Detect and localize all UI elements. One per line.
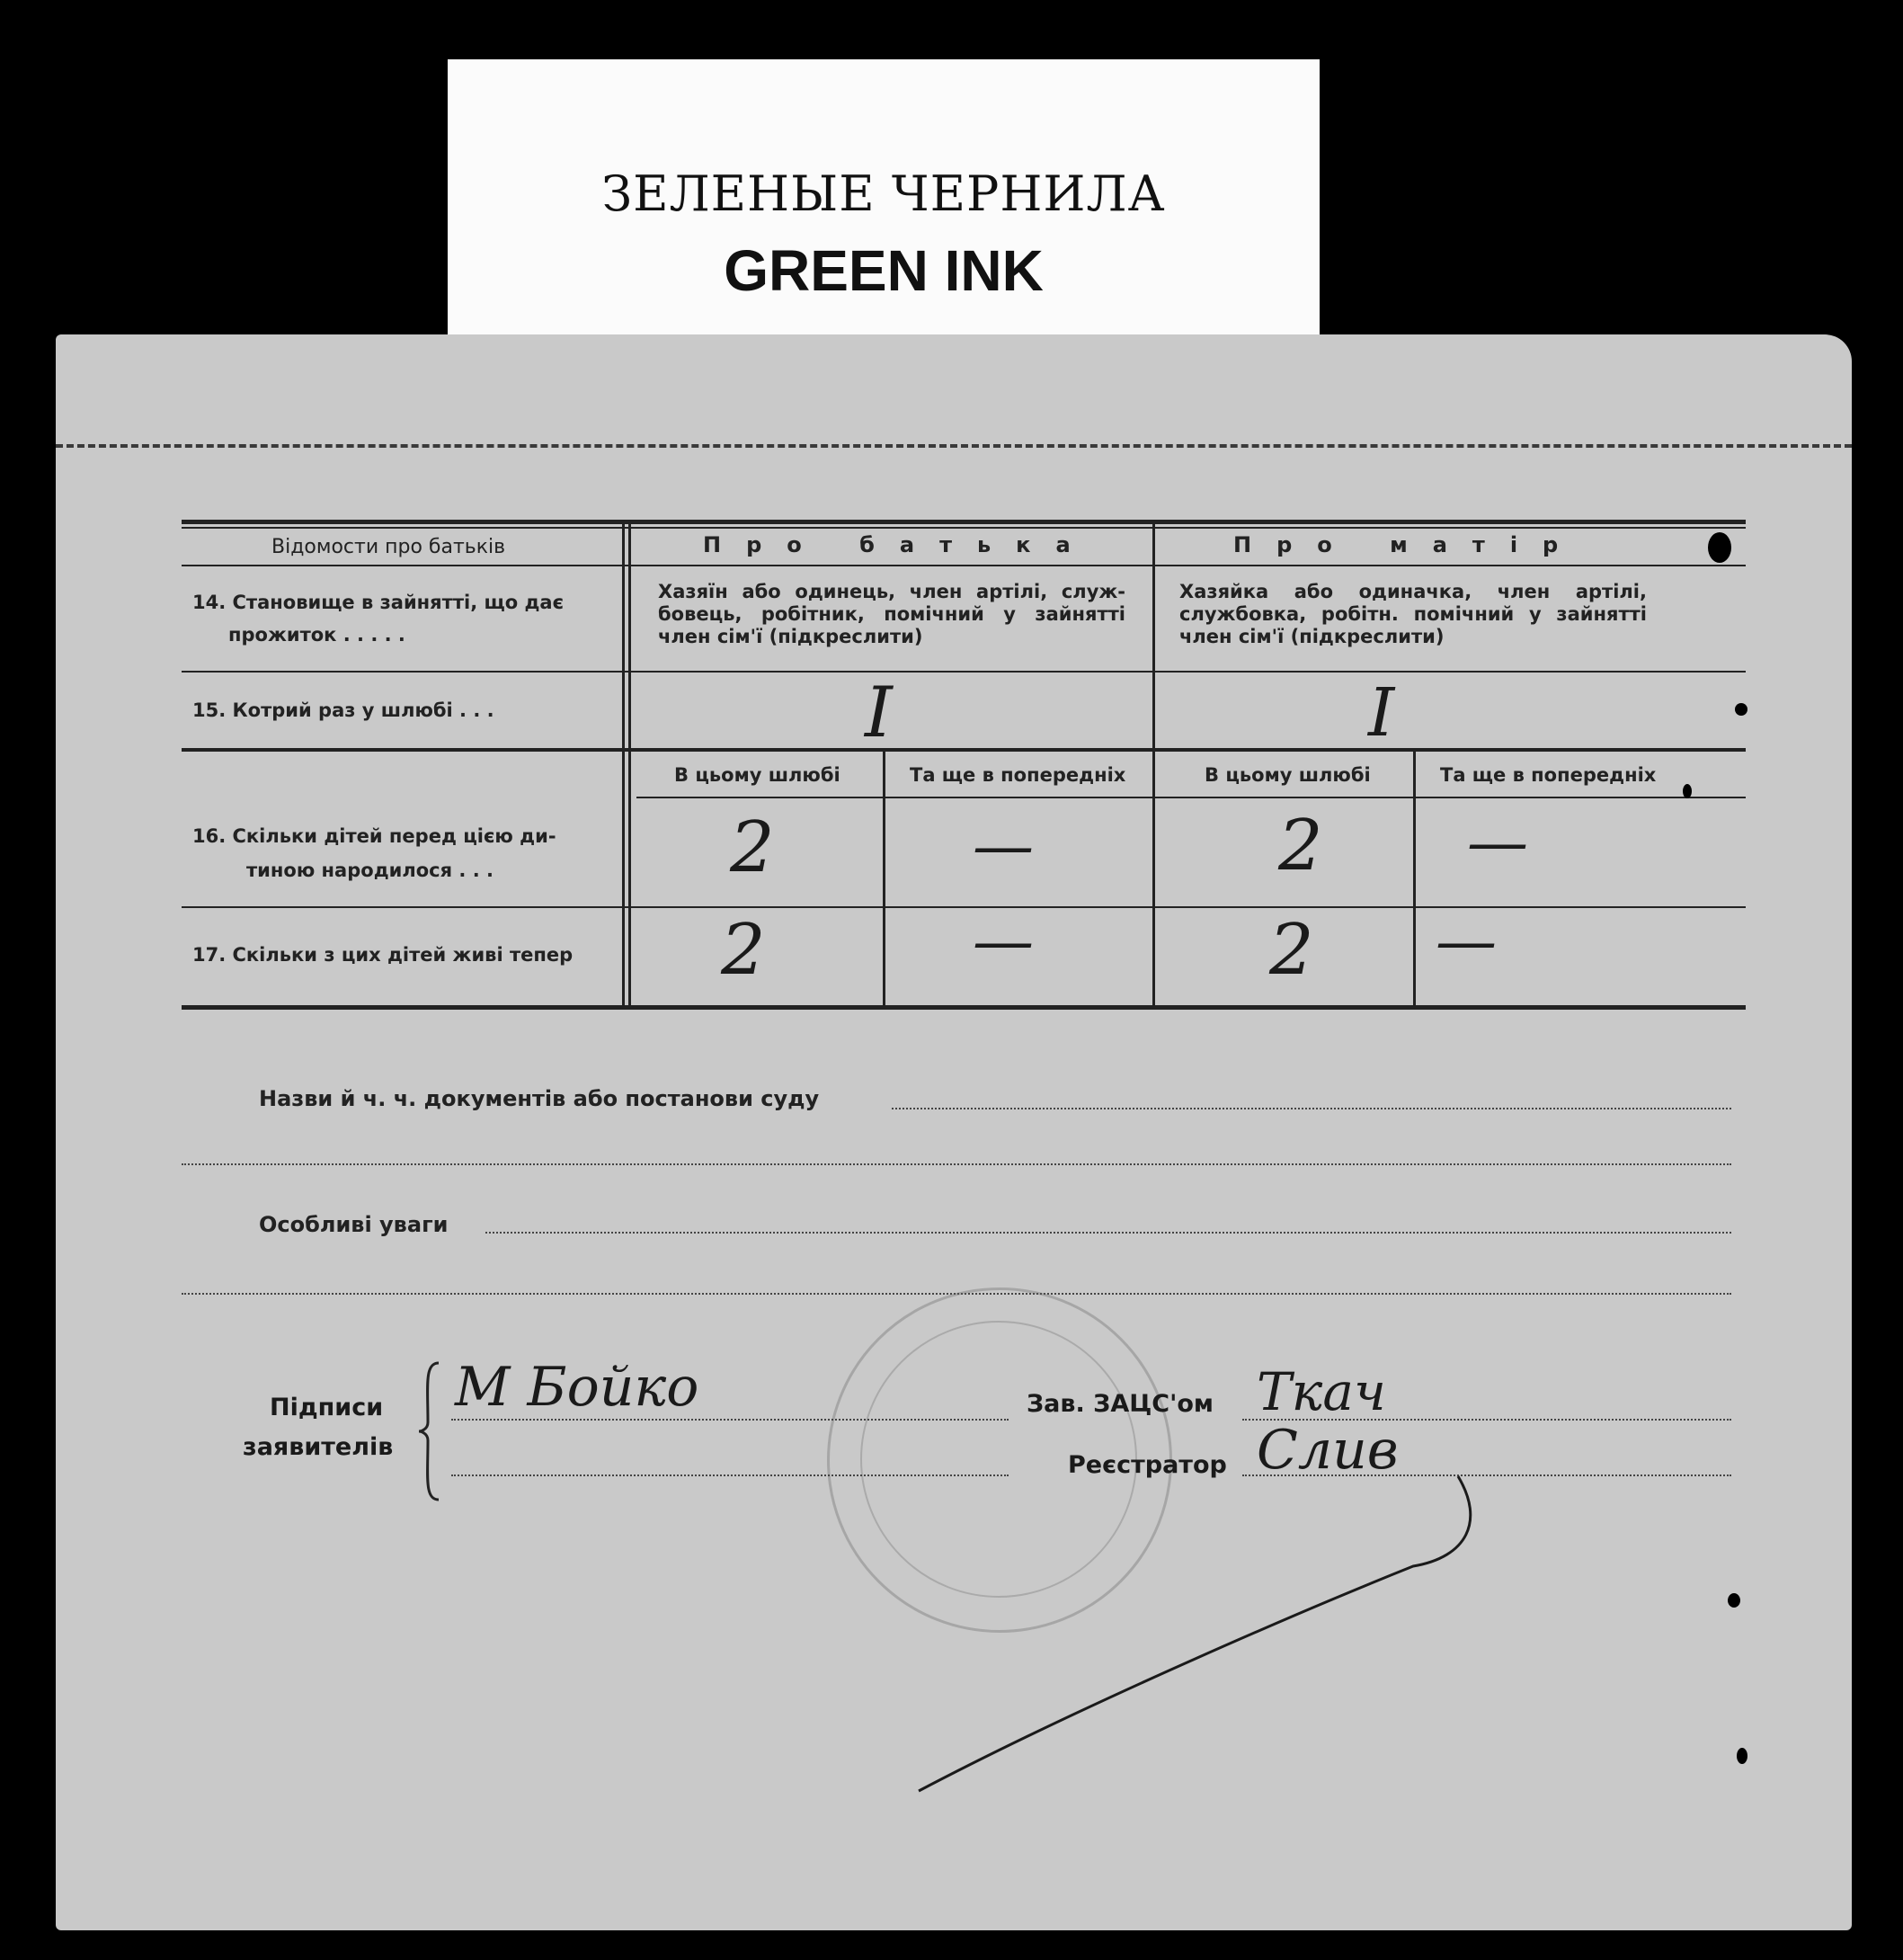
row14-father-options: Хазяїн або одинець, член артілі, служ- бовець, робітник, помічний у зайнятті член сім'ї (підкреслити) <box>658 581 1125 647</box>
applicant-signature: М Бойко <box>455 1356 699 1419</box>
row14-mother-options: Хазяйка або одиначка, член артілі, службовка, робітн. помічний у зайнятті член сім'ї (підкреслити) <box>1179 581 1647 647</box>
punch-hole <box>1735 703 1747 716</box>
father-mother-divider <box>1152 520 1155 1005</box>
applicants-brace <box>415 1359 442 1503</box>
row16-divider <box>182 906 1746 908</box>
documents-line-2 <box>182 1163 1731 1165</box>
header-col-label: Відомости про батьків <box>271 536 506 558</box>
perforation-line <box>56 444 1852 448</box>
table-top-rule-thin <box>182 527 1746 529</box>
head-signature: Ткач <box>1257 1361 1386 1422</box>
tag-english-text: GREEN INK <box>724 238 1044 303</box>
applicants-label-line1: Підписи <box>270 1394 384 1421</box>
remarks-label: Особливі уваги <box>259 1212 449 1237</box>
label-col-divider-2 <box>628 520 631 1005</box>
row15-label: 15. Котрий раз у шлюбі . . . <box>192 699 494 721</box>
row16-label-line2: тиною народилося . . . <box>246 860 494 881</box>
row16-label-line1: 16. Скільки дітей перед цією ди- <box>192 825 556 847</box>
row15-father-value: I <box>865 673 893 753</box>
table-top-rule <box>182 520 1746 524</box>
row16-mother-this: 2 <box>1278 806 1323 886</box>
documents-label: Назви й ч. ч. документів або постанови суду <box>259 1086 820 1111</box>
punch-hole <box>1728 1593 1740 1608</box>
row16-mother-prev: — <box>1467 807 1528 878</box>
registrar-signature: Слив <box>1257 1419 1399 1482</box>
row16-father-prev: — <box>973 811 1034 882</box>
father-subcol-divider <box>883 752 885 1005</box>
row14-label-line2: прожиток . . . . . <box>228 624 405 646</box>
row16-father-this: 2 <box>730 807 775 888</box>
header-father: Про батька <box>703 532 1096 557</box>
ink-color-tag <box>448 59 1320 347</box>
mother-subcol-divider <box>1413 752 1416 1005</box>
tag-russian-text: ЗЕЛЕНЫЕ ЧЕРНИЛА <box>601 165 1166 222</box>
applicant-sign-line-1 <box>451 1419 1009 1421</box>
father-subheader-prev: Та ще в попередніх <box>910 764 1126 786</box>
table-bottom-rule <box>182 1005 1746 1010</box>
row14-label-line1: 14. Становище в зайнятті, що дає <box>192 592 565 613</box>
row17-father-this: 2 <box>721 910 766 991</box>
punch-hole <box>1737 1748 1747 1764</box>
row17-father-prev: — <box>973 906 1034 977</box>
registrar-label: Реєстратор <box>1068 1451 1227 1479</box>
remarks-line-1 <box>485 1232 1731 1234</box>
father-subheader-this: В цьому шлюбі <box>674 764 840 786</box>
subheader-divider <box>636 797 1746 798</box>
row17-label: 17. Скільки з цих дітей живі тепер <box>192 944 574 966</box>
label-col-divider <box>622 520 625 1005</box>
head-label: Зав. ЗАЦС'ом <box>1027 1390 1214 1418</box>
header-divider <box>182 565 1746 566</box>
row14-divider <box>182 671 1746 673</box>
registrar-signature-flourish <box>910 1467 1539 1809</box>
punch-hole <box>1708 532 1731 563</box>
row15-mother-value: I <box>1368 674 1395 752</box>
header-mother: Про матір <box>1233 532 1584 557</box>
documents-line-1 <box>892 1108 1731 1109</box>
form-sheet <box>56 334 1852 1930</box>
applicants-label-line2: заявителів <box>243 1433 394 1461</box>
row17-mother-this: 2 <box>1269 910 1314 991</box>
row15-divider <box>182 748 1746 752</box>
row17-mother-prev: — <box>1436 906 1497 977</box>
punch-hole <box>1683 784 1692 798</box>
mother-subheader-this: В цьому шлюбі <box>1205 764 1371 786</box>
mother-subheader-prev: Та ще в попередніх <box>1440 764 1657 786</box>
